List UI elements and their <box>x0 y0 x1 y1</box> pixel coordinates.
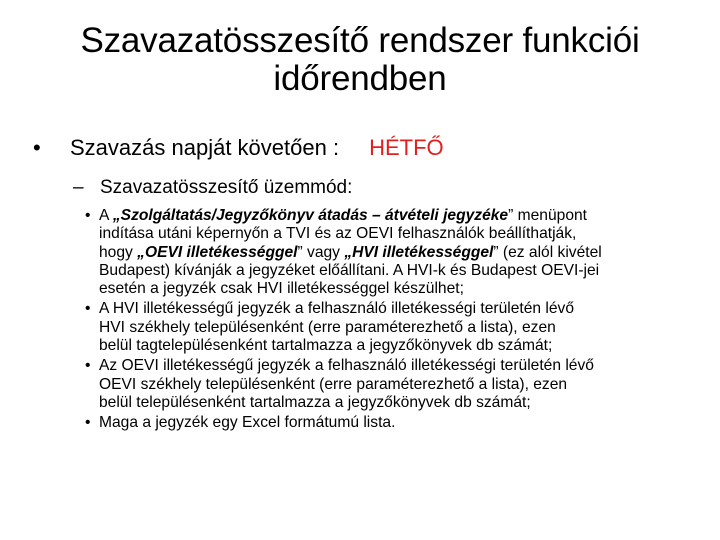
bullet-dot-icon: • <box>33 135 41 160</box>
text-run: HVI székhely településenként (erre paraméterezhető a lista), ezen <box>99 318 556 336</box>
text-line <box>99 280 685 298</box>
text-run: Az OEVI illetékességű jegyzék a felhasználó illetékességi területén lévő <box>99 357 594 375</box>
text-run: hogy <box>99 243 138 261</box>
list-item <box>85 414 685 432</box>
list-item <box>85 207 685 298</box>
level1-bullet <box>33 134 444 162</box>
emphasis-run: „OEVI illetékességgel <box>137 243 298 261</box>
bullet-dot-icon: • <box>85 357 91 375</box>
text-line <box>99 414 685 432</box>
text-run: OEVI székhely településenként (erre paraméterezhető a lista), ezen <box>99 375 568 393</box>
text-line <box>99 357 685 375</box>
text-run: ” (ez alól kivétel <box>493 243 602 261</box>
title-line-1: Szavazatösszesítő rendszer funkciói <box>80 21 640 60</box>
list-item-text <box>99 414 685 432</box>
level1-text: Szavazás napját követően : <box>70 135 340 160</box>
bullet-dot-icon: • <box>85 207 91 224</box>
text-line <box>99 319 685 337</box>
list-item-text <box>99 300 685 355</box>
level3-list <box>85 207 685 433</box>
text-line <box>99 262 685 280</box>
title-line-2: időrendben <box>273 59 447 98</box>
text-line <box>99 300 685 318</box>
text-run: A <box>99 207 113 224</box>
level2-bullet <box>73 176 352 200</box>
text-line <box>99 207 685 225</box>
day-highlight: HÉTFŐ <box>369 135 444 160</box>
text-line <box>99 337 685 355</box>
emphasis-run: „HVI illetékességgel <box>344 243 494 261</box>
text-run: A HVI illetékességű jegyzék a felhasználó illetékességi területén lévő <box>99 300 575 318</box>
list-item <box>85 300 685 355</box>
bullet-dot-icon: • <box>85 414 91 432</box>
list-item-text <box>99 207 685 298</box>
text-run: Maga a jegyzék egy Excel formátumú lista. <box>99 414 396 432</box>
text-run: ” menüpont <box>508 207 587 224</box>
dash-icon: – <box>73 177 84 198</box>
text-run: Budapest) kívánják a jegyzéket előállítani. A HVI-k és Budapest OEVI-jei <box>99 261 600 279</box>
bullet-dot-icon: • <box>85 300 91 318</box>
emphasis-run: „Szolgáltatás/Jegyzőkönyv átadás – átvételi jegyzéke <box>112 207 509 224</box>
text-line <box>99 244 685 262</box>
text-run: belül tagtelepülésenként tartalmazza a jegyzőkönyvek db számát; <box>99 337 553 355</box>
text-line <box>99 394 685 412</box>
text-run: ” vagy <box>297 243 345 261</box>
text-run: belül településenként tartalmazza a jegyzőkönyvek db számát; <box>99 393 531 411</box>
slide-title <box>40 22 680 98</box>
list-item <box>85 357 685 412</box>
list-item-text <box>99 357 685 412</box>
text-line <box>99 225 685 243</box>
text-line <box>99 376 685 394</box>
text-run: esetén a jegyzék csak HVI illetékességgel készülhet; <box>99 280 464 298</box>
text-run: indítása utáni képernyőn a TVI és az OEVI felhasználók beállíthatják, <box>99 225 577 243</box>
level2-text: Szavazatösszesítő üzemmód: <box>100 177 353 198</box>
